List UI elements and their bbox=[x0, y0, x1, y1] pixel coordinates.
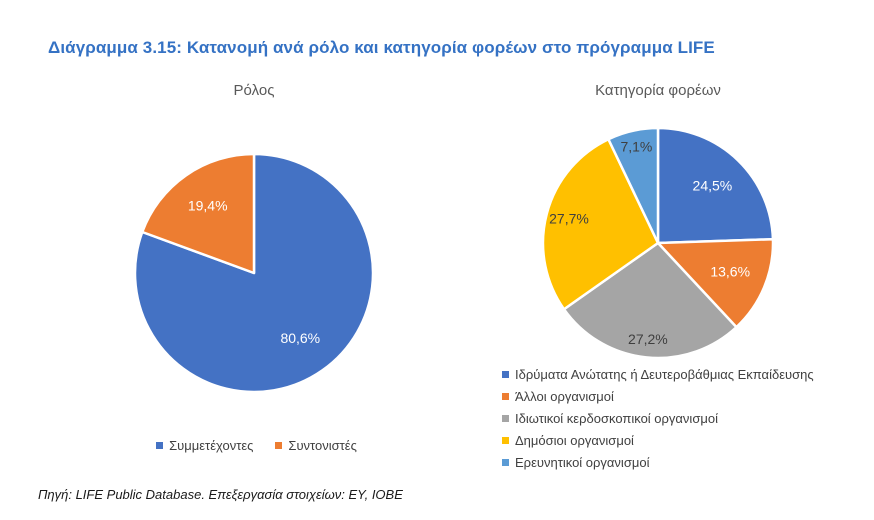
legend-item bbox=[502, 411, 814, 426]
legend-marker-icon bbox=[156, 442, 163, 449]
pie-slice-label: 13,6% bbox=[710, 263, 751, 280]
pie-slice-label: 7,1% bbox=[620, 138, 653, 155]
legend-item bbox=[502, 389, 814, 404]
legend-category bbox=[502, 367, 814, 470]
pie-slice-label: 24,5% bbox=[692, 177, 733, 194]
legend-role bbox=[124, 438, 389, 453]
legend-item bbox=[502, 455, 814, 470]
legend-label: Ερευνητικοί οργανισμοί bbox=[515, 455, 650, 470]
legend-label: Συμμετέχοντες bbox=[169, 438, 254, 453]
pie-slice-label: 80,6% bbox=[280, 330, 321, 347]
legend-marker-icon bbox=[275, 442, 282, 449]
figure-title: Διάγραμμα 3.15: Κατανομή ανά ρόλο και κατηγορία φορέων στο πρόγραμμα LIFE bbox=[48, 38, 715, 57]
legend-label: Ιδιωτικοί κερδοσκοπικοί οργανισμοί bbox=[515, 411, 718, 426]
legend-marker-icon bbox=[502, 459, 509, 466]
legend-label: Δημόσιοι οργανισμοί bbox=[515, 433, 634, 448]
right-pie-title: Κατηγορία φορέων bbox=[595, 82, 721, 99]
legend-marker-icon bbox=[502, 393, 509, 400]
pie-slice-label: 27,7% bbox=[549, 210, 589, 227]
legend-item bbox=[502, 367, 814, 382]
legend-marker-icon bbox=[502, 437, 509, 444]
left-pie-title: Ρόλος bbox=[233, 82, 275, 99]
pie-slice-label: 19,4% bbox=[187, 197, 228, 214]
pie-chart-role bbox=[133, 152, 375, 394]
legend-label: Συντονιστές bbox=[288, 438, 357, 453]
legend-item bbox=[156, 438, 253, 453]
legend-marker-icon bbox=[502, 371, 509, 378]
pie-chart-category bbox=[541, 126, 775, 360]
legend-label: Άλλοι οργανισμοί bbox=[515, 389, 614, 404]
legend-label: Ιδρύματα Ανώτατης ή Δευτεροβάθμιας Εκπαίδευσης bbox=[515, 367, 814, 382]
pie-slice-label: 27,2% bbox=[628, 330, 668, 347]
legend-item bbox=[275, 438, 356, 453]
legend-marker-icon bbox=[502, 415, 509, 422]
legend-item bbox=[502, 433, 814, 448]
source-note: Πηγή: LIFE Public Database. Επεξεργασία στοιχείων: EY, IOBE bbox=[38, 487, 403, 502]
